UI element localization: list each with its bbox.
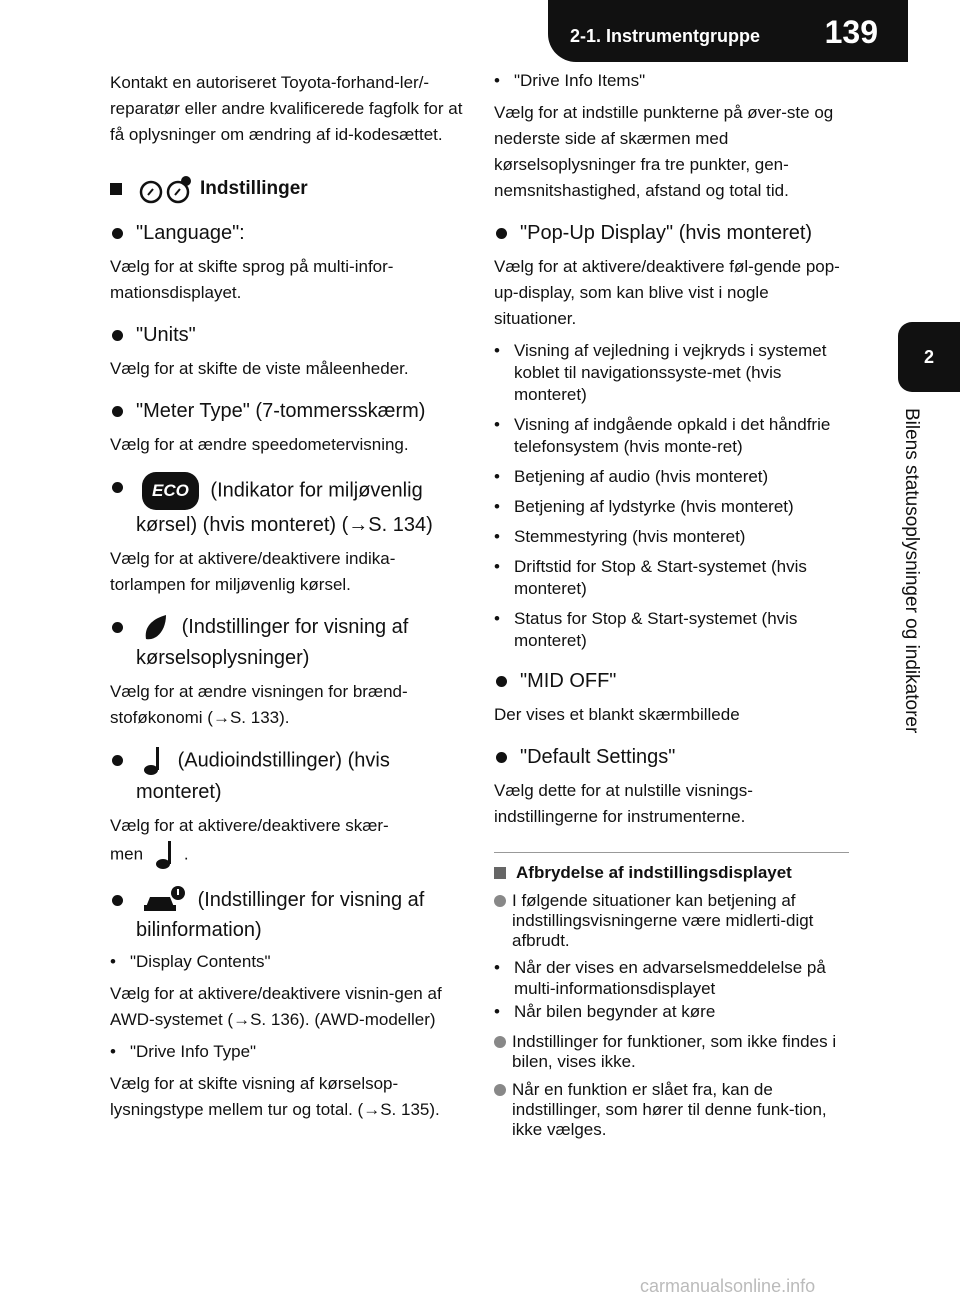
cancel-note-3: Når en funktion er slået fra, kan de indstillinger, som hører til denne funk-tion, ikke vælges. — [494, 1080, 849, 1140]
page-number: 139 — [824, 14, 878, 50]
grey-dot-icon — [494, 1036, 506, 1048]
language-heading: "Language": — [110, 218, 470, 248]
cancel-note-1: I følgende situationer kan betjening af indstillingsvisningerne være midlerti-digt afbrudt. — [494, 891, 849, 951]
list-item: • Betjening af audio (hvis monteret) — [494, 466, 849, 488]
divider — [494, 852, 849, 853]
music-note-icon — [154, 839, 178, 871]
drive-info-heading: (Indstillinger for visning af kørselsoplysninger) — [110, 612, 470, 673]
chapter-tab: 2 — [898, 322, 960, 392]
list-item: • Visning af vejledning i vejkryds i systemet koblet til navigationssyste-met (hvis monteret) — [494, 340, 849, 406]
chapter-title: Bilens statusoplysninger og indikatorer — [901, 408, 922, 734]
default-text: Vælg dette for at nulstille visnings-indstillingerne for instrumenterne. — [494, 781, 753, 826]
grey-dot-icon — [494, 895, 506, 907]
popup-text: Vælg for at aktivere/deaktivere føl-gende pop-up-display, som kan blive vist i nogle situationer. — [494, 257, 840, 328]
square-bullet-icon — [110, 183, 122, 195]
page-header — [548, 0, 908, 62]
eco-heading: ECO (Indikator for miljøvenlig kørsel) (hvis monteret) (→S. 134) — [110, 472, 470, 540]
drive-info-text: Vælg for at ændre visningen for brænd-stoføkonomi (→S. 133). — [110, 681, 408, 727]
settings-title: Indstillinger — [200, 178, 308, 199]
popup-heading: "Pop-Up Display" (hvis monteret) — [494, 218, 849, 248]
popup-list — [494, 340, 849, 652]
drive-info-type-item: • "Drive Info Type" — [110, 1041, 470, 1063]
left-column — [110, 70, 470, 1131]
mid-off-text: Der vises et blankt skærmbillede — [494, 705, 740, 724]
eco-icon: ECO — [142, 472, 199, 510]
list-item: • Driftstid for Stop & Start-systemet (hvis monteret) — [494, 556, 849, 600]
display-contents-item: • "Display Contents" — [110, 951, 470, 973]
audio-heading: (Audioindstillinger) (hvis monteret) — [110, 745, 470, 807]
eco-text: Vælg for at aktivere/deaktivere indika-torlampen for miljøvenlig kørsel. — [110, 549, 396, 594]
audio-text: Vælg for at aktivere/deaktivere skær- men . — [110, 813, 470, 871]
default-heading: "Default Settings" — [494, 742, 849, 772]
section-title: 2-1. Instrumentgruppe — [570, 26, 761, 46]
drive-info-type-text: Vælg for at skifte visning af kørselsop-lysningstype mellem tur og total. (→S. 135). — [110, 1074, 440, 1120]
gauge-settings-icon — [138, 174, 194, 204]
watermark: carmanualsonline.info — [640, 1276, 816, 1296]
cancel-heading: Afbrydelse af indstillingsdisplayet — [494, 863, 849, 883]
cancel-note-2: Indstillinger for funktioner, som ikke findes i bilen, vises ikke. — [494, 1032, 849, 1072]
meter-text: Vælg for at ændre speedometervisning. — [110, 435, 409, 454]
car-info-icon — [142, 885, 186, 915]
units-text: Vælg for at skifte de viste måleenheder. — [110, 359, 409, 378]
meter-heading: "Meter Type" (7-tommersskærm) — [110, 396, 470, 426]
display-contents-text: Vælg for at aktivere/deaktivere visnin-gen af AWD-systemet (→S. 136). (AWD-modeller) — [110, 984, 442, 1030]
intro-paragraph: Kontakt en autoriseret Toyota-forhand-ler/-reparatør eller andre kvalificerede fagfolk for at få oplysninger om ændring af id-kodesættet. — [110, 73, 463, 144]
units-heading: "Units" — [110, 320, 470, 350]
grey-dot-icon — [494, 1084, 506, 1096]
drive-info-items-item: • "Drive Info Items" — [494, 70, 849, 92]
language-text: Vælg for at skifte sprog på multi-infor-mationsdisplayet. — [110, 257, 394, 302]
car-info-heading: (Indstillinger for visning af bilinformation) — [110, 885, 470, 946]
fuel-drop-icon — [142, 613, 170, 643]
list-item: • Status for Stop & Start-systemet (hvis monteret) — [494, 608, 849, 652]
music-note-icon — [142, 745, 166, 777]
square-bullet-icon — [494, 867, 506, 879]
settings-heading — [110, 174, 470, 204]
list-item: • Når der vises en advarselsmeddelelse på multi-informationsdisplayet — [494, 957, 849, 999]
list-item: • Når bilen begynder at køre — [494, 1001, 849, 1022]
mid-off-heading: "MID OFF" — [494, 666, 849, 696]
list-item: • Visning af indgående opkald i det håndfrie telefonsystem (hvis monte-ret) — [494, 414, 849, 458]
right-column — [494, 70, 849, 1146]
list-item: • Stemmestyring (hvis monteret) — [494, 526, 849, 548]
list-item: • Betjening af lydstyrke (hvis monteret) — [494, 496, 849, 518]
drive-info-items-text: Vælg for at indstille punkterne på øver-ste og nederste side af skærmen med kørselsoplysninger fra tre punkter, gen-nemsnitshastighed, afstand og total tid. — [494, 103, 834, 200]
